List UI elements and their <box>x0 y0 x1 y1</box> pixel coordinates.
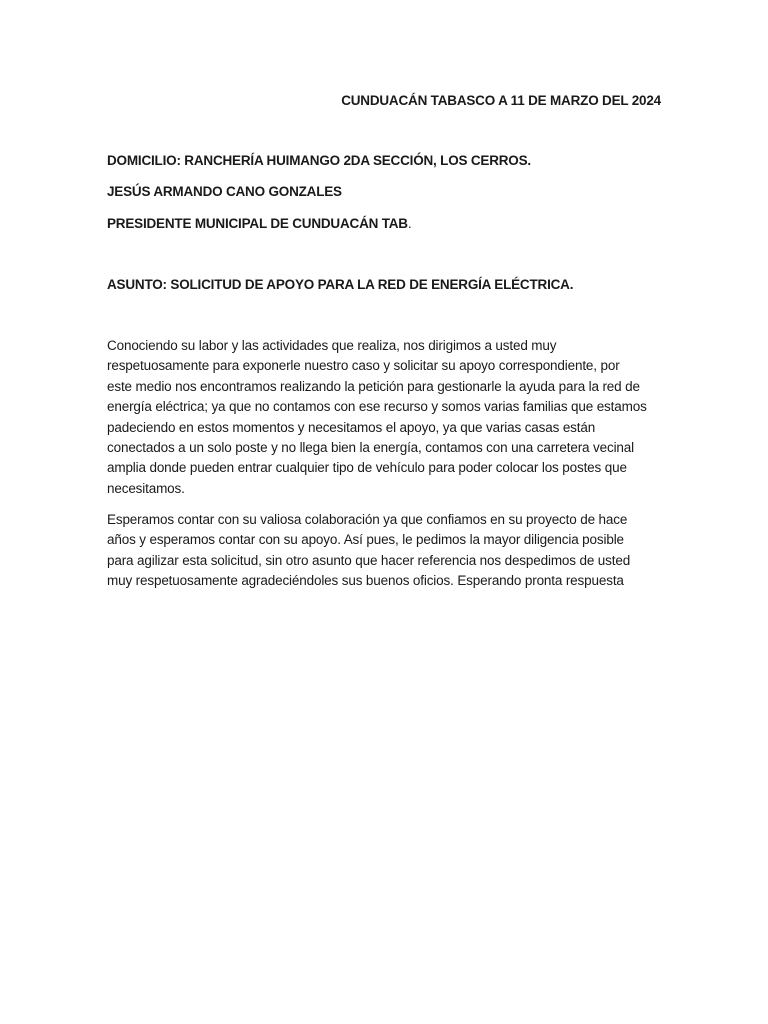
paragraph-line: para agilizar esta solicitud, sin otro asunto que hacer referencia nos despedimos de usted <box>107 552 631 568</box>
paragraph-line: conectados a un solo poste y no llega bien la energía, contamos con una carretera vecinal <box>107 440 634 456</box>
body-paragraph-1 <box>107 336 667 499</box>
subject-line: ASUNTO: SOLICITUD DE APOYO PARA LA RED DE ENERGÍA ELÉCTRICA. <box>107 277 574 292</box>
paragraph-line: Conociendo su labor y las actividades que realiza, nos dirigimos a usted muy <box>107 338 557 353</box>
paragraph-line: este medio nos encontramos realizando la petición para gestionarle la ayuda para la red de <box>107 378 640 394</box>
place-date: CUNDUACÁN TABASCO A 11 DE MARZO DEL 2024 <box>341 93 661 108</box>
paragraph-line: amplia donde pueden entrar cualquier tipo de vehículo para poder colocar los postes que <box>107 460 627 476</box>
paragraph-line: respetuosamente para exponerle nuestro caso y solicitar su apoyo correspondiente, por <box>107 358 620 374</box>
address-line: DOMICILIO: RANCHERÍA HUIMANGO 2DA SECCIÓN, LOS CERROS. <box>107 153 531 168</box>
paragraph-line: muy respetuosamente agradeciéndoles sus buenos oficios. Esperando pronta respuesta <box>107 573 624 589</box>
paragraph-line: necesitamos. <box>107 480 185 496</box>
paragraph-line: energía eléctrica; ya que no contamos con ese recurso y somos varias familias que estamos <box>107 399 647 415</box>
recipient-title: PRESIDENTE MUNICIPAL DE CUNDUACÁN TAB <box>107 216 408 231</box>
paragraph-line: Esperamos contar con su valiosa colaboración ya que confiamos en su proyecto de hace <box>107 512 628 527</box>
body-paragraph-2 <box>107 510 667 592</box>
recipient-name: JESÚS ARMANDO CANO GONZALES <box>107 184 342 199</box>
paragraph-line: años y esperamos contar con su apoyo. Así pues, le pedimos la mayor diligencia posible <box>107 532 624 548</box>
recipient-title-line <box>107 215 667 233</box>
paragraph-line: padeciendo en estos momentos y necesitamos el apoyo, ya que varias casas están <box>107 419 596 435</box>
recipient-title-period: . <box>407 216 412 231</box>
